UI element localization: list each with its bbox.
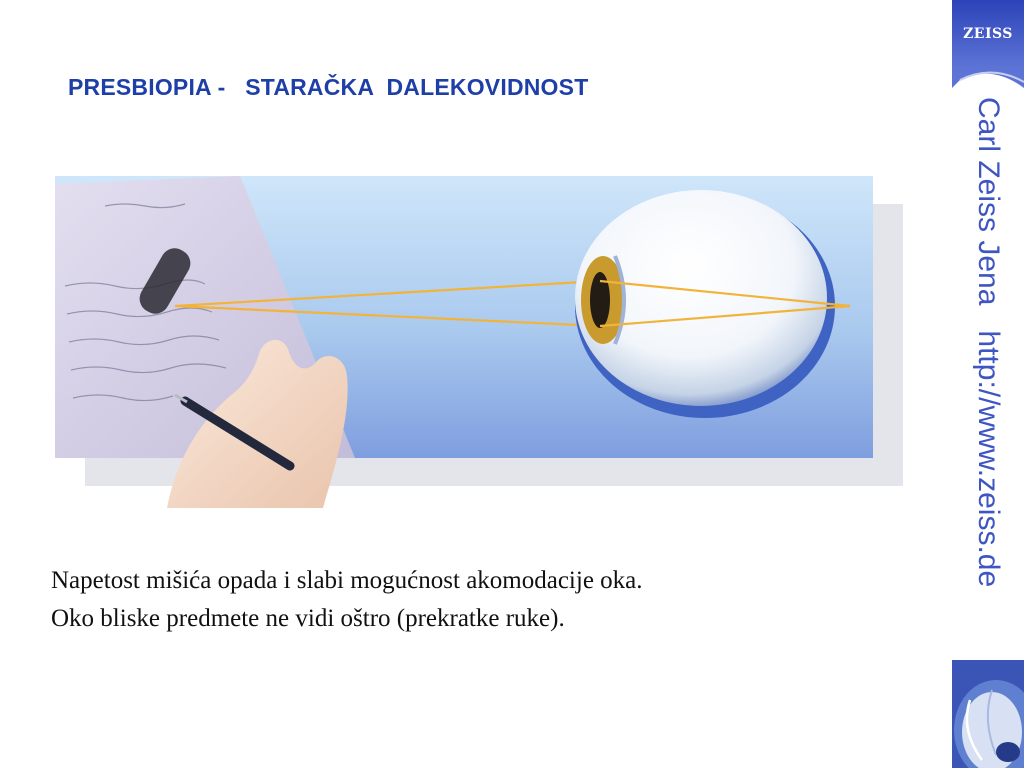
vertical-caption bbox=[952, 95, 1024, 735]
sidebar-curve bbox=[952, 68, 1024, 88]
logo-text: ZEISS bbox=[963, 26, 1013, 42]
slide-title: PRESBIOPIA - STARAČKA DALEKOVIDNOST bbox=[68, 74, 589, 100]
description-text bbox=[51, 562, 911, 638]
corner-decoration bbox=[952, 660, 1024, 768]
brand-sidebar bbox=[952, 0, 1024, 768]
description-line-1: Napetost mišića opada i slabi mogućnost akomodacije oka. bbox=[51, 567, 643, 594]
description-line-2: Oko bliske predmete ne vidi oštro (prekratke ruke). bbox=[51, 605, 565, 632]
zeiss-logo bbox=[952, 0, 1024, 68]
caption-text: Carl Zeiss Jena http://www.zeiss.de bbox=[972, 97, 1005, 588]
presbyopia-illustration bbox=[55, 176, 903, 508]
